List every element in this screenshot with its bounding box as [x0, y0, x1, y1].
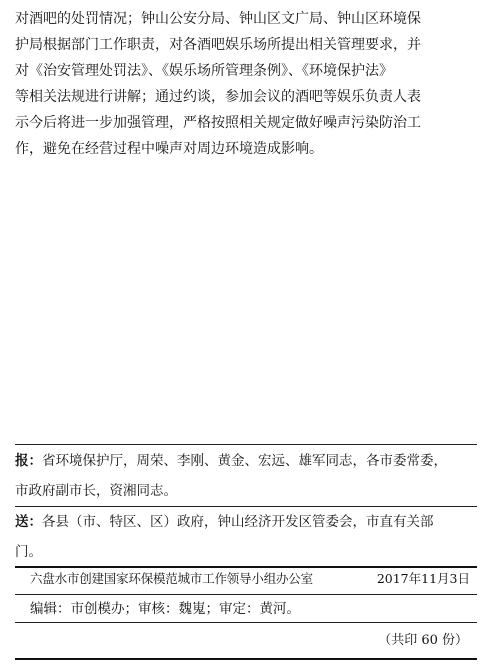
issuing-office: 六盘水市创建国家环保模范城市工作领导小组办公室	[30, 571, 313, 586]
issue-date: 2017年11月3日	[376, 571, 470, 586]
divider-editors	[15, 594, 477, 595]
body-line: 对《治安管理处罚法》、《娱乐场所管理条例》、《环境保护法》	[15, 63, 393, 79]
issuing-office-row	[30, 568, 470, 590]
body-paragraph	[15, 6, 481, 162]
report-label: 报：	[15, 453, 42, 469]
body-line: 作，避免在经营过程中噪声对周边环境造成影响。	[15, 141, 323, 157]
report-line-2: 市政府副市长，资湘同志。	[15, 483, 177, 499]
divider-copies	[15, 622, 477, 623]
editors-line: 编辑：市创模办；审核：魏嵬；审定：黄河。	[30, 601, 300, 617]
divider-top	[15, 444, 477, 445]
body-line: 等相关法规进行讲解；通过约谈，参加会议的酒吧等娱乐负责人表	[15, 89, 421, 105]
send-to-block	[15, 507, 481, 567]
body-line: 示今后将进一步加强管理，严格按照相关规定做好噪声污染防治工	[15, 115, 421, 131]
print-copies: （共印 60 份）	[378, 633, 468, 648]
divider-bottom	[15, 658, 477, 660]
report-to-block	[15, 446, 481, 506]
body-line: 护局根据部门工作职责，对各酒吧娱乐场所提出相关管理要求，并	[15, 37, 421, 53]
send-recipients: 各县（市、特区、区）政府，钟山经济开发区管委会，市直有关部	[42, 514, 434, 530]
send-line-2: 门。	[15, 544, 42, 560]
body-line: 对酒吧的处罚情况；钟山公安分局、钟山区文广局、钟山区环境保	[15, 11, 421, 27]
report-line-1	[15, 446, 481, 476]
send-label: 送：	[15, 514, 42, 530]
send-line-1	[15, 507, 481, 537]
report-recipients: 省环境保护厅，周荣、李刚、黄金、宏远、雄军同志，各市委常委，	[42, 453, 447, 469]
